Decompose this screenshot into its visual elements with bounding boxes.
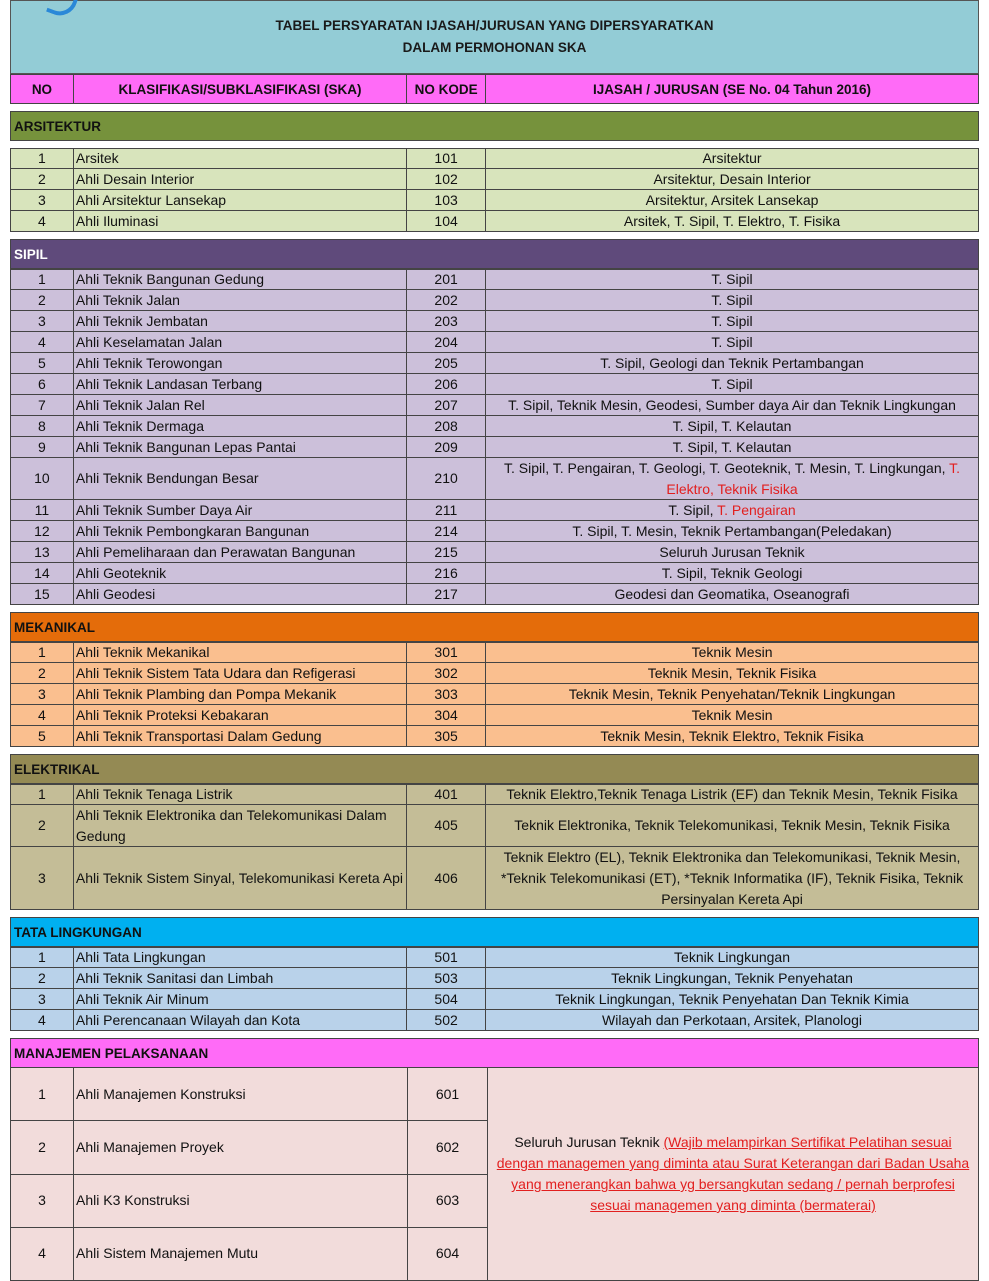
row-ijasah-text: Teknik Lingkungan, Teknik Penyehatan [611, 969, 853, 986]
row-ijasah [486, 542, 978, 562]
row-kode: 504 [407, 989, 486, 1009]
row-kode: 216 [407, 563, 486, 583]
row-kode: 305 [407, 726, 486, 746]
table-row [10, 989, 979, 1010]
row-ijasah-text: T. Sipil, Teknik Geologi [661, 564, 803, 581]
row-ijasah [486, 1010, 978, 1030]
row-klasifikasi: Ahli Sistem Manajemen Mutu [74, 1228, 408, 1280]
row-klasifikasi: Ahli Manajemen Proyek [74, 1121, 408, 1173]
table-row [11, 1068, 487, 1121]
row-ijasah [486, 684, 978, 704]
row-kode: 209 [407, 437, 486, 457]
row-ijasah-text: Teknik Mesin [691, 644, 773, 660]
row-ijasah [486, 584, 978, 604]
row-kode: 602 [435, 1138, 460, 1155]
row-ijasah-text: T. Sipil [711, 312, 753, 329]
row-klasifikasi: Ahli Geoteknik [74, 563, 407, 583]
row-ijasah-text: Teknik Lingkungan [674, 949, 791, 965]
row-ijasah-text: T. Sipil [711, 271, 753, 287]
row-klasifikasi: Ahli Tata Lingkungan [74, 948, 407, 967]
table-row [10, 458, 979, 500]
row-ijasah-text: T. Sipil, [668, 501, 718, 518]
table-row [10, 395, 979, 416]
title-line-2: DALAM PERMOHONAN SKA [402, 40, 587, 55]
row-klasifikasi: Ahli Teknik Plambing dan Pompa Mekanik [74, 684, 407, 704]
manajemen-ijasah-note: (Wajib melampirkan Sertifikat Pelatihan sesuai dengan managemen yang diminta atau Surat Keterangan dari Badan Usaha yang menerangkan bahwa yg bersangkutan sedang / pernah berprofesi sesuai managemen yang diminta (bermaterai) [496, 1134, 970, 1213]
row-klasifikasi: Ahli Desain Interior [74, 169, 407, 189]
row-kode: 301 [407, 643, 486, 662]
row-no: 2 [11, 290, 74, 310]
row-ijasah [486, 948, 978, 967]
table-row [10, 500, 979, 521]
row-klasifikasi: Ahli Geodesi [74, 584, 407, 604]
row-ijasah [486, 270, 978, 289]
row-ijasah [486, 726, 978, 746]
section-manajemen [10, 1038, 979, 1281]
row-no: 1 [11, 948, 74, 967]
row-ijasah [486, 458, 978, 499]
row-no: 4 [11, 705, 74, 725]
row-no: 3 [11, 847, 74, 909]
row-ijasah [486, 705, 978, 725]
row-kode: 501 [407, 948, 486, 967]
row-ijasah [486, 785, 978, 804]
row-no: 14 [11, 563, 74, 583]
row-ijasah [486, 989, 978, 1009]
row-klasifikasi: Ahli Teknik Terowongan [74, 353, 407, 373]
row-ijasah [486, 805, 978, 846]
table-row [10, 726, 979, 747]
table-row [10, 1010, 979, 1031]
row-no: 13 [11, 542, 74, 562]
row-kode: 203 [407, 311, 486, 331]
row-klasifikasi: Ahli Teknik Transportasi Dalam Gedung [74, 726, 407, 746]
row-kode: 406 [407, 847, 486, 909]
section-title: ELEKTRIKAL [10, 754, 979, 784]
row-klasifikasi: Ahli Teknik Jembatan [74, 311, 407, 331]
header-ijasah: IJASAH / JURUSAN (SE No. 04 Tahun 2016) [592, 81, 872, 97]
row-ijasah-text: Arsitektur, Arsitek Lansekap [645, 191, 819, 208]
row-no: 1 [11, 270, 74, 289]
row-no: 2 [11, 663, 74, 683]
row-kode: 103 [407, 190, 486, 210]
row-no: 6 [11, 374, 74, 394]
row-ijasah [486, 190, 978, 210]
row-klasifikasi: Ahli Iluminasi [74, 211, 407, 231]
row-klasifikasi: Ahli Teknik Jalan [74, 290, 407, 310]
table-row [10, 416, 979, 437]
row-no: 3 [11, 1175, 74, 1227]
row-klasifikasi: Ahli Manajemen Konstruksi [74, 1068, 408, 1120]
section-title: SIPIL [10, 239, 979, 269]
row-no: 3 [11, 989, 74, 1009]
row-kode: 210 [407, 458, 486, 499]
table-row [10, 148, 979, 169]
row-ijasah-text: Teknik Elektro (EL), Teknik Elektronika dan Telekomunikasi, Teknik Mesin, *Teknik Telekomunikasi (ET), *Teknik Informatika (IF), Teknik Fisika, Teknik Persinyalan Kereta Api [500, 848, 964, 907]
row-no: 4 [11, 1010, 74, 1030]
title-panel [10, 0, 979, 74]
row-kode: 405 [407, 805, 486, 846]
table-row [10, 521, 979, 542]
table-row [10, 211, 979, 232]
row-ijasah-text: Teknik Mesin, Teknik Fisika [647, 664, 817, 681]
row-kode: 601 [435, 1085, 460, 1102]
row-no: 1 [11, 1068, 74, 1120]
manajemen-ijasah-cell [487, 1068, 978, 1280]
row-ijasah-text: T. Sipil, T. Mesin, Teknik Pertambangan(Peledakan) [572, 522, 892, 539]
row-ijasah [486, 437, 978, 457]
table-row [10, 290, 979, 311]
table-row [10, 269, 979, 290]
row-ijasah [486, 395, 978, 415]
table-row [11, 1121, 487, 1174]
row-ijasah [486, 311, 978, 331]
section-title: MANAJEMEN PELAKSANAAN [10, 1038, 979, 1068]
table-row [10, 968, 979, 989]
row-ijasah-text: Teknik Mesin, Teknik Penyehatan/Teknik Lingkungan [568, 685, 896, 702]
table-row [11, 1175, 487, 1228]
row-ijasah-text: Wilayah dan Perkotaan, Arsitek, Planologi [602, 1011, 862, 1028]
row-kode: 211 [407, 500, 486, 520]
row-kode: 401 [407, 785, 486, 804]
row-kode: 201 [407, 270, 486, 289]
row-no: 1 [11, 643, 74, 662]
row-kode: 217 [407, 584, 486, 604]
row-no: 5 [11, 726, 74, 746]
table-row [10, 784, 979, 805]
row-ijasah [486, 290, 978, 310]
section-sipil [10, 239, 979, 605]
row-klasifikasi: Ahli Teknik Pembongkaran Bangunan [74, 521, 407, 541]
table-row [10, 705, 979, 726]
row-no: 4 [11, 1228, 74, 1280]
row-ijasah-text: Arsitektur [702, 150, 762, 166]
table-row [10, 947, 979, 968]
section-title: MEKANIKAL [10, 612, 979, 642]
row-kode: 102 [407, 169, 486, 189]
row-klasifikasi: Ahli Teknik Proteksi Kebakaran [74, 705, 407, 725]
table-row [11, 1228, 487, 1280]
title-line-1: TABEL PERSYARATAN IJASAH/JURUSAN YANG DIPERSYARATKAN [275, 18, 714, 33]
row-no: 15 [11, 584, 74, 604]
section-tata-lingkungan [10, 917, 979, 1031]
row-ijasah-text: Arsitektur, Desain Interior [653, 170, 811, 187]
row-klasifikasi: Ahli Teknik Jalan Rel [74, 395, 407, 415]
row-kode: 503 [407, 968, 486, 988]
row-ijasah [486, 847, 978, 909]
row-ijasah-text: Seluruh Jurusan Teknik [659, 543, 805, 560]
row-klasifikasi: Ahli Teknik Sumber Daya Air [74, 500, 407, 520]
row-klasifikasi: Ahli Teknik Air Minum [74, 989, 407, 1009]
row-ijasah [486, 663, 978, 683]
table-row [10, 353, 979, 374]
row-kode: 603 [435, 1192, 460, 1209]
row-klasifikasi: Ahli Teknik Bendungan Besar [74, 458, 407, 499]
manajemen-ijasah-text: Seluruh Jurusan Teknik [514, 1134, 664, 1150]
row-klasifikasi: Ahli Teknik Mekanikal [74, 643, 407, 662]
table-row [10, 542, 979, 563]
row-kode: 101 [407, 149, 486, 168]
manajemen-rows [11, 1068, 487, 1280]
row-ijasah-highlight: T. Pengairan [717, 501, 796, 518]
row-klasifikasi: Ahli Teknik Sanitasi dan Limbah [74, 968, 407, 988]
table-row [10, 584, 979, 605]
row-no: 7 [11, 395, 74, 415]
row-kode: 204 [407, 332, 486, 352]
row-ijasah [486, 563, 978, 583]
row-kode: 207 [407, 395, 486, 415]
row-no: 1 [11, 149, 74, 168]
row-ijasah [486, 416, 978, 436]
row-kode: 304 [407, 705, 486, 725]
row-ijasah-text: Teknik Mesin, Teknik Elektro, Teknik Fisika [600, 727, 864, 744]
row-kode: 104 [407, 211, 486, 231]
row-ijasah [486, 211, 978, 231]
row-ijasah-text: Teknik Mesin [691, 706, 773, 723]
table-row [10, 847, 979, 910]
row-klasifikasi: Ahli Arsitektur Lansekap [74, 190, 407, 210]
row-ijasah [486, 643, 978, 662]
row-ijasah [486, 149, 978, 168]
row-klasifikasi: Ahli Keselamatan Jalan [74, 332, 407, 352]
row-ijasah-text: Teknik Lingkungan, Teknik Penyehatan Dan Teknik Kimia [555, 990, 909, 1007]
table-row [10, 663, 979, 684]
row-ijasah [486, 332, 978, 352]
row-no: 3 [11, 311, 74, 331]
header-no: NO [11, 75, 74, 103]
row-kode: 205 [407, 353, 486, 373]
row-klasifikasi: Ahli Teknik Dermaga [74, 416, 407, 436]
table-row [10, 311, 979, 332]
row-kode: 303 [407, 684, 486, 704]
row-ijasah-text: T. Sipil [711, 375, 753, 392]
row-ijasah-text: T. Sipil, Teknik Mesin, Geodesi, Sumber daya Air dan Teknik Lingkungan [508, 396, 956, 413]
row-kode: 206 [407, 374, 486, 394]
row-ijasah [486, 374, 978, 394]
section-elektrikal [10, 754, 979, 910]
table-row [10, 684, 979, 705]
row-ijasah-text: T. Sipil, T. Kelautan [672, 438, 792, 455]
row-ijasah-text: Geodesi dan Geomatika, Oseanografi [614, 585, 850, 602]
table-row [10, 642, 979, 663]
row-ijasah-text: Arsitek, T. Sipil, T. Elektro, T. Fisika [623, 212, 841, 229]
row-ijasah-text: T. Sipil, Geologi dan Teknik Pertambangan [600, 354, 864, 371]
row-kode: 208 [407, 416, 486, 436]
table-row [10, 374, 979, 395]
row-no: 5 [11, 353, 74, 373]
header-kode: NO KODE [407, 75, 486, 103]
row-klasifikasi: Ahli Teknik Sistem Sinyal, Telekomunikasi Kereta Api [74, 847, 407, 909]
row-klasifikasi: Ahli Teknik Sistem Tata Udara dan Refigerasi [74, 663, 407, 683]
row-kode: 302 [407, 663, 486, 683]
table-row [10, 805, 979, 847]
section-title: ARSITEKTUR [10, 111, 979, 141]
row-kode: 215 [407, 542, 486, 562]
row-klasifikasi: Ahli Teknik Bangunan Gedung [74, 270, 407, 289]
row-no: 2 [11, 968, 74, 988]
row-klasifikasi: Arsitek [74, 149, 407, 168]
row-ijasah [486, 169, 978, 189]
table-row [10, 332, 979, 353]
table-header [10, 74, 979, 104]
table-row [10, 190, 979, 211]
header-klasifikasi: KLASIFIKASI/SUBKLASIFIKASI (SKA) [74, 75, 407, 103]
row-ijasah [486, 500, 978, 520]
table-row [10, 563, 979, 584]
row-ijasah-text: Teknik Elektro,Teknik Tenaga Listrik (EF) dan Teknik Mesin, Teknik Fisika [506, 786, 958, 802]
row-no: 8 [11, 416, 74, 436]
row-klasifikasi: Ahli Teknik Landasan Terbang [74, 374, 407, 394]
row-klasifikasi: Ahli Teknik Tenaga Listrik [74, 785, 407, 804]
row-ijasah [486, 353, 978, 373]
row-no: 12 [11, 521, 74, 541]
row-ijasah-highlight: T. Elektro, Teknik Fisika [666, 459, 961, 497]
row-no: 3 [11, 190, 74, 210]
row-no: 2 [11, 805, 74, 846]
row-kode: 502 [407, 1010, 486, 1030]
row-klasifikasi: Ahli Pemeliharaan dan Perawatan Bangunan [74, 542, 407, 562]
row-klasifikasi: Ahli K3 Konstruksi [74, 1175, 408, 1227]
row-kode: 214 [407, 521, 486, 541]
section-mekanikal [10, 612, 979, 747]
section-arsitektur [10, 111, 979, 232]
table-row [10, 169, 979, 190]
row-no: 3 [11, 684, 74, 704]
row-klasifikasi: Ahli Teknik Bangunan Lepas Pantai [74, 437, 407, 457]
row-kode: 202 [407, 290, 486, 310]
row-no: 10 [11, 458, 74, 499]
row-klasifikasi: Ahli Perencanaan Wilayah dan Kota [74, 1010, 407, 1030]
row-ijasah [486, 968, 978, 988]
row-ijasah-text: T. Sipil, T. Kelautan [672, 417, 792, 434]
row-no: 4 [11, 211, 74, 231]
row-klasifikasi: Ahli Teknik Elektronika dan Telekomunikasi Dalam Gedung [74, 805, 407, 846]
row-kode: 604 [435, 1245, 460, 1262]
table-row [10, 437, 979, 458]
row-ijasah-text: T. Sipil, T. Pengairan, T. Geologi, T. Geoteknik, T. Mesin, T. Lingkungan, [504, 459, 950, 476]
row-no: 9 [11, 437, 74, 457]
section-title: TATA LINGKUNGAN [10, 917, 979, 947]
row-ijasah-text: Teknik Elektronika, Teknik Telekomunikasi, Teknik Mesin, Teknik Fisika [514, 817, 950, 833]
row-no: 2 [11, 1121, 74, 1173]
requirements-table [10, 74, 979, 1281]
row-no: 4 [11, 332, 74, 352]
row-ijasah-text: T. Sipil [711, 291, 753, 308]
row-ijasah-text: T. Sipil [711, 333, 753, 350]
row-no: 1 [11, 785, 74, 804]
row-no: 11 [11, 500, 74, 520]
row-ijasah [486, 521, 978, 541]
manajemen-grid [10, 1068, 979, 1281]
row-no: 2 [11, 169, 74, 189]
